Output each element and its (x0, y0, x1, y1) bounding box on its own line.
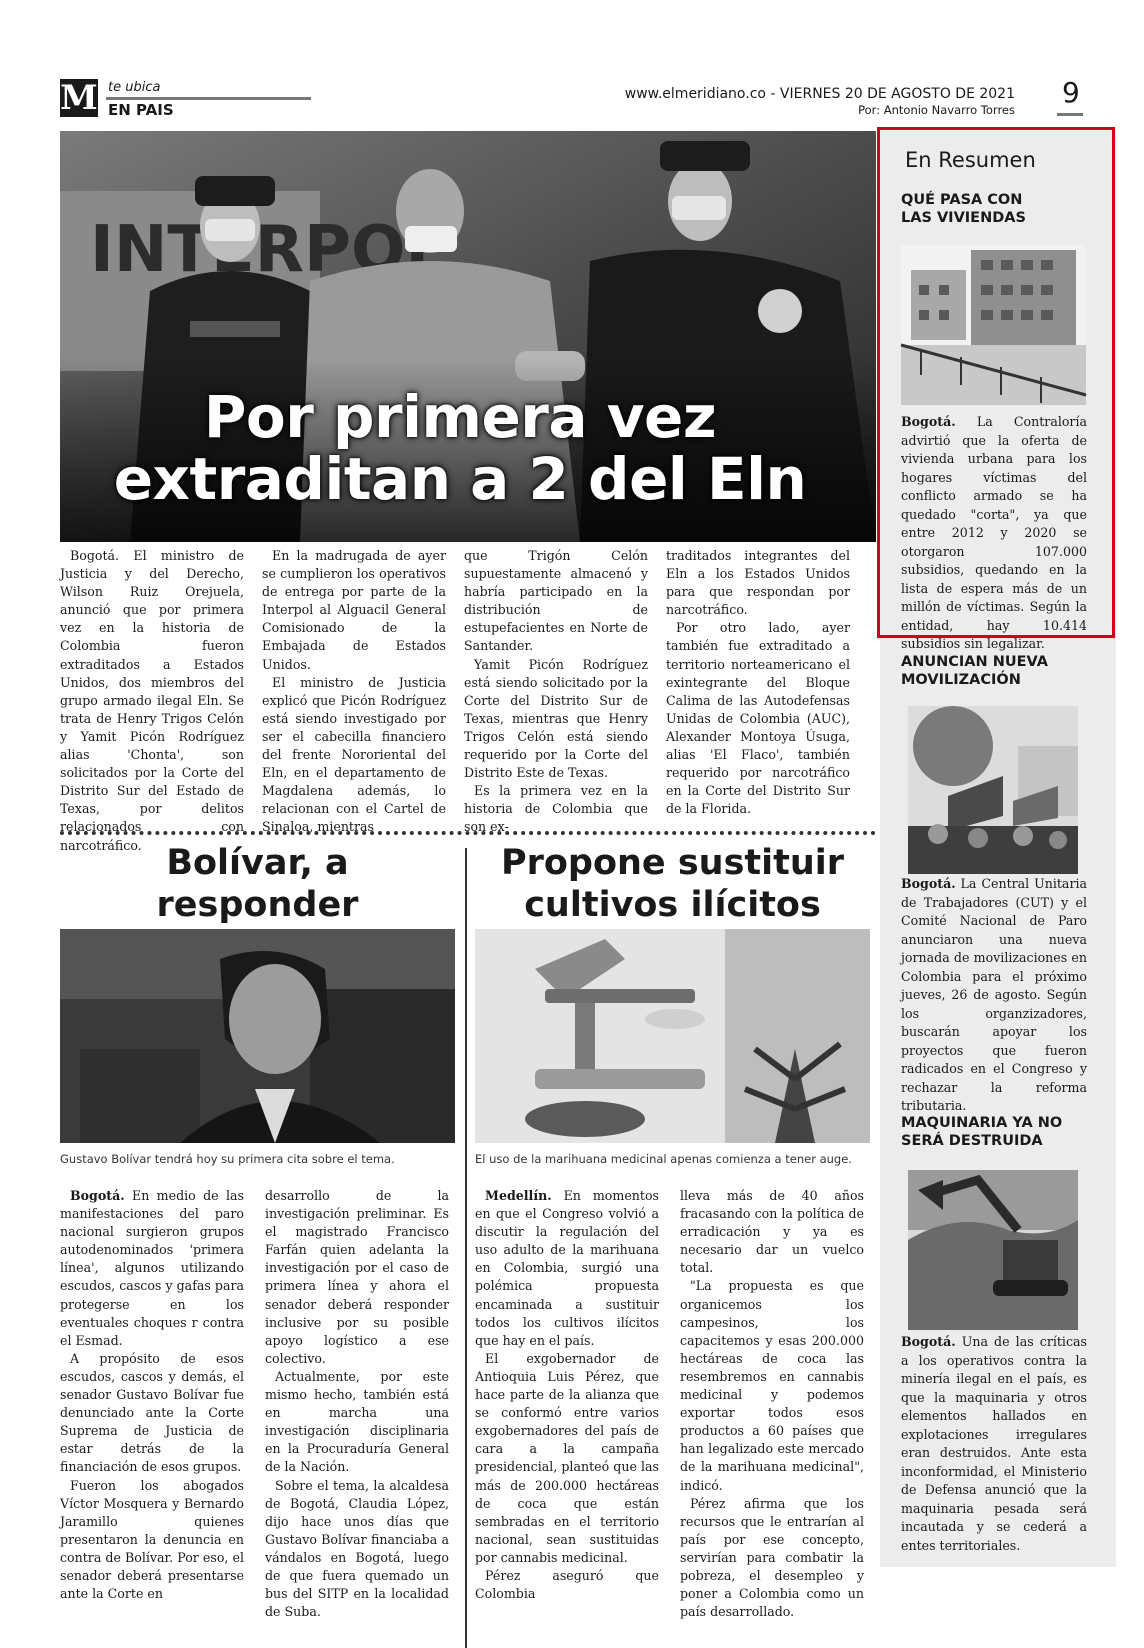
lead-column-2 (262, 547, 446, 835)
paragraph: Yamit Picón Rodríguez está siendo solicitado por la Corte del Distrito Sur de Texas, mientras que Henry Trigos Celón está siendo requerido por la Corte del Distrito Este de Texas. (464, 656, 648, 781)
cannabis-headline-line2: cultivos ilícitos (524, 885, 821, 925)
byline: Por: Antonio Navarro Torres (858, 103, 1015, 117)
column-divider (465, 848, 467, 1648)
lead-headline-line2: extraditan a 2 del Eln (113, 445, 807, 513)
photo-microscope-cannabis (475, 929, 870, 1143)
bolivar-column-1 (60, 1187, 244, 1602)
dotted-divider (60, 831, 876, 835)
sidebar-item-head-line2: MOVILIZACIÓN (901, 672, 1021, 688)
paragraph: que Trigón Celón supuestamente almacenó y habría participado en la distribución de estupefacientes en Norte de Santander. (464, 548, 648, 654)
machinery-photo (908, 1170, 1078, 1330)
paragraph: Bogotá. En medio de las manifestaciones del paro nacional surgieron grupos autodenominados 'primera línea', algunos utilizando escudos, cascos y gafas para protegerse en los eventuales choques r contra el Esmad. (60, 1188, 244, 1348)
paragraph: traditados integrantes del Eln a los Estados Unidos para que respondan por narcotráfico. (666, 548, 850, 618)
paragraph: Actualmente, por este mismo hecho, también está en marcha una investigación disciplinaria en la Procuraduría General de la Nación. (265, 1368, 449, 1475)
paragraph: desarrollo de la investigación preliminar. Es el magistrado Francisco Farfán quien adelanta la investigación por el caso de primera línea y ahora el senador deberá responder inclusive por su posible apoyo logístico a ese colectivo. (265, 1188, 449, 1366)
sidebar-item-head (901, 1114, 1101, 1150)
paragraph: El exgobernador de Antioquia Luis Pérez, que hace parte de la alianza que se conformó entre varios exgobernadores del país de cara a la campaña presidencial, planteó que las más de 200.000 hectáreas de coca que están sembradas en el territorio nacional, sean sustituidas por cannabis medicinal. (475, 1350, 659, 1565)
lead-headline (60, 383, 860, 513)
lead-column-1 (60, 547, 244, 853)
photo-protest-flags (908, 706, 1078, 874)
paragraph: En la madrugada de ayer se cumplieron los operativos de entrega por parte de la Interpol al Alguacil General Comisionado de la Embajada de Estados Unidos. (262, 548, 446, 672)
march-photo (908, 706, 1078, 874)
section-rule (106, 97, 311, 100)
lead-column-3 (464, 547, 648, 835)
paragraph: Sobre el tema, la alcaldesa de Bogotá, Claudia López, dijo hace unos días que Gustavo Bolívar financiaba a vándalos en Bogotá, luego de que fuera quemado un bus del SITP en la localidad de Suba. (265, 1477, 449, 1620)
sidebar-item-head-line2: LAS VIVIENDAS (901, 210, 1026, 226)
paragraph: A propósito de esos escudos, cascos y demás, el senador Gustavo Bolívar fue denunciado ante la Corte Suprema de Justicia de estar detrás de la financiación de esos grupos. (60, 1350, 244, 1475)
sidebar-item-text: Bogotá. La Contraloría advirtió que la oferta de vivienda urbana para los hogares víctimas del conflicto armado se ha quedado "corta", ya que entre 2012 y 2020 se otorgaron 107.000 subsidios, quedando en la lista de espera más de un millón de víctimas. Según la entidad, hay 10.414 subsidios sin legalizar. (901, 414, 1087, 651)
cannabis-caption: El uso de la marihuana medicinal apenas comienza a tener auge. (475, 1152, 852, 1166)
page-number: 9 (1062, 76, 1080, 109)
sidebar-item-head-line1: ANUNCIAN NUEVA (901, 654, 1048, 670)
cannabis-headline (475, 842, 870, 926)
paragraph: El ministro de Justicia explicó que Picón Rodríguez está siendo investigado por ser el cabecilla financiero del frente Nororiental del Eln, en el departamento de Magdalena además, lo relacionan con el Cartel de Sinaloa, mientras (262, 674, 446, 835)
page-number-rule (1057, 113, 1083, 116)
sidebar-title: En Resumen (905, 148, 1036, 172)
sidebar-item-text: Bogotá. La Central Unitaria de Trabajadores (CUT) y el Comité Nacional de Paro anunciaron una nueva jornada de movilizaciones en Colombia para el próximo jueves, 26 de agosto. Según los organzizadores, buscarán apoyar los proyectos que fueron radicados en el Congreso y rechazar la reforma tributaria. (901, 876, 1087, 1113)
bolivar-headline-line1: Bolívar, a responder (156, 843, 359, 925)
paragraph: Bogotá. El ministro de Justicia y del Derecho, Wilson Ruiz Orejuela, anunció que por primera vez en la historia de Colombia fueron extraditados a Estados Unidos, dos miembros del grupo armado ilegal Eln. Se trata de Henry Trigos Celón y Yamit Picón Rodríguez alias 'Chonta', son solicitados por la Corte del Distrito Sur del Estado de Texas, por delitos relacionados con narcotráfico. (60, 548, 244, 853)
paragraph: Por otro lado, ayer también fue extraditado a territorio norteamericano el exintegrante del Bloque Calima de las Autodefensas Unidas de Colombia (AUC), Alexander Montoya Úsuga, alias 'El Flaco', también requerido por narcotráfico en la Corte del Distrito Sur de la Florida. (666, 620, 850, 817)
cannabis-column-1 (475, 1187, 659, 1602)
sidebar-item-head (901, 191, 1101, 227)
cannabis-column-2 (680, 1187, 864, 1620)
sidebar-item-head (901, 653, 1101, 689)
paragraph: Medellín. En momentos en que el Congreso volvió a discutir la regulación del uso adulto de la marihuana en Colombia, surgió una polémica propuesta encaminada a sustituir todos los cultivos ilícitos que hay en el país. (475, 1188, 659, 1348)
sidebar-item-text: Bogotá. Una de las críticas a los operativos contra la minería ilegal en el país, es que la maquinaria y otros elementos hallados en explotaciones irregulares eran destruidos. Ante esta inconformidad, el Ministerio de Defensa anunció que la maquinaria pesada será incautada y se cederá a entes territoriales. (901, 1334, 1087, 1553)
paragraph: Pérez afirma que los recursos que le entrarían al país por ese concepto, servirían para combatir la pobreza, el desempleo y poner a Colombia como un país desarrollado. (680, 1495, 864, 1620)
photo-excavator (908, 1170, 1078, 1330)
paragraph: lleva más de 40 años fracasando con la política de erradicación y ya es necesario dar un vuelco total. (680, 1188, 864, 1276)
section-kicker: te ubica (108, 80, 161, 95)
bolivar-caption: Gustavo Bolívar tendrá hoy su primera cita sobre el tema. (60, 1152, 395, 1166)
hero-photo (60, 131, 876, 542)
paragraph: Pérez aseguró que Colombia (475, 1567, 659, 1602)
sidebar-item-head-line1: MAQUINARIA YA NO (901, 1115, 1063, 1131)
lead-headline-line1: Por primera vez (203, 383, 717, 451)
cannabis-headline-line1: Propone sustituir (500, 843, 845, 883)
sidebar-item-head-line1: QUÉ PASA CON (901, 192, 1023, 208)
photo-senator-portrait (60, 929, 455, 1143)
section-name: EN PAIS (108, 101, 174, 119)
bolivar-column-2 (265, 1187, 449, 1620)
bolivar-photo (60, 929, 455, 1143)
dateline: www.elmeridiano.co - VIERNES 20 DE AGOSTO DE 2021 (624, 86, 1015, 102)
cannabis-photo (475, 929, 870, 1143)
sidebar-item-head-line2: SERÁ DESTRUIDA (901, 1133, 1043, 1149)
paragraph: Fueron los abogados Víctor Mosquera y Bernardo Jaramillo quienes presentaron la denuncia en contra de Bolívar. Por eso, el senador deberá presentarse ante la Corte en (60, 1477, 244, 1602)
paragraph: "La propuesta es que organicemos los campesinos, los capacitemos y esas 200.000 hectáreas de coca las resembremos en cannabis medicinal y podemos exportar todos esos productos a 60 países que han legalizado este mercado de la marihuana medicinal", indicó. (680, 1278, 864, 1493)
newspaper-logo: M (60, 78, 98, 118)
photo-apartment-buildings (901, 245, 1086, 405)
housing-photo (901, 245, 1086, 405)
paragraph: Es la primera vez en la historia de Colombia que son ex- (464, 783, 648, 835)
lead-column-4 (666, 547, 850, 822)
